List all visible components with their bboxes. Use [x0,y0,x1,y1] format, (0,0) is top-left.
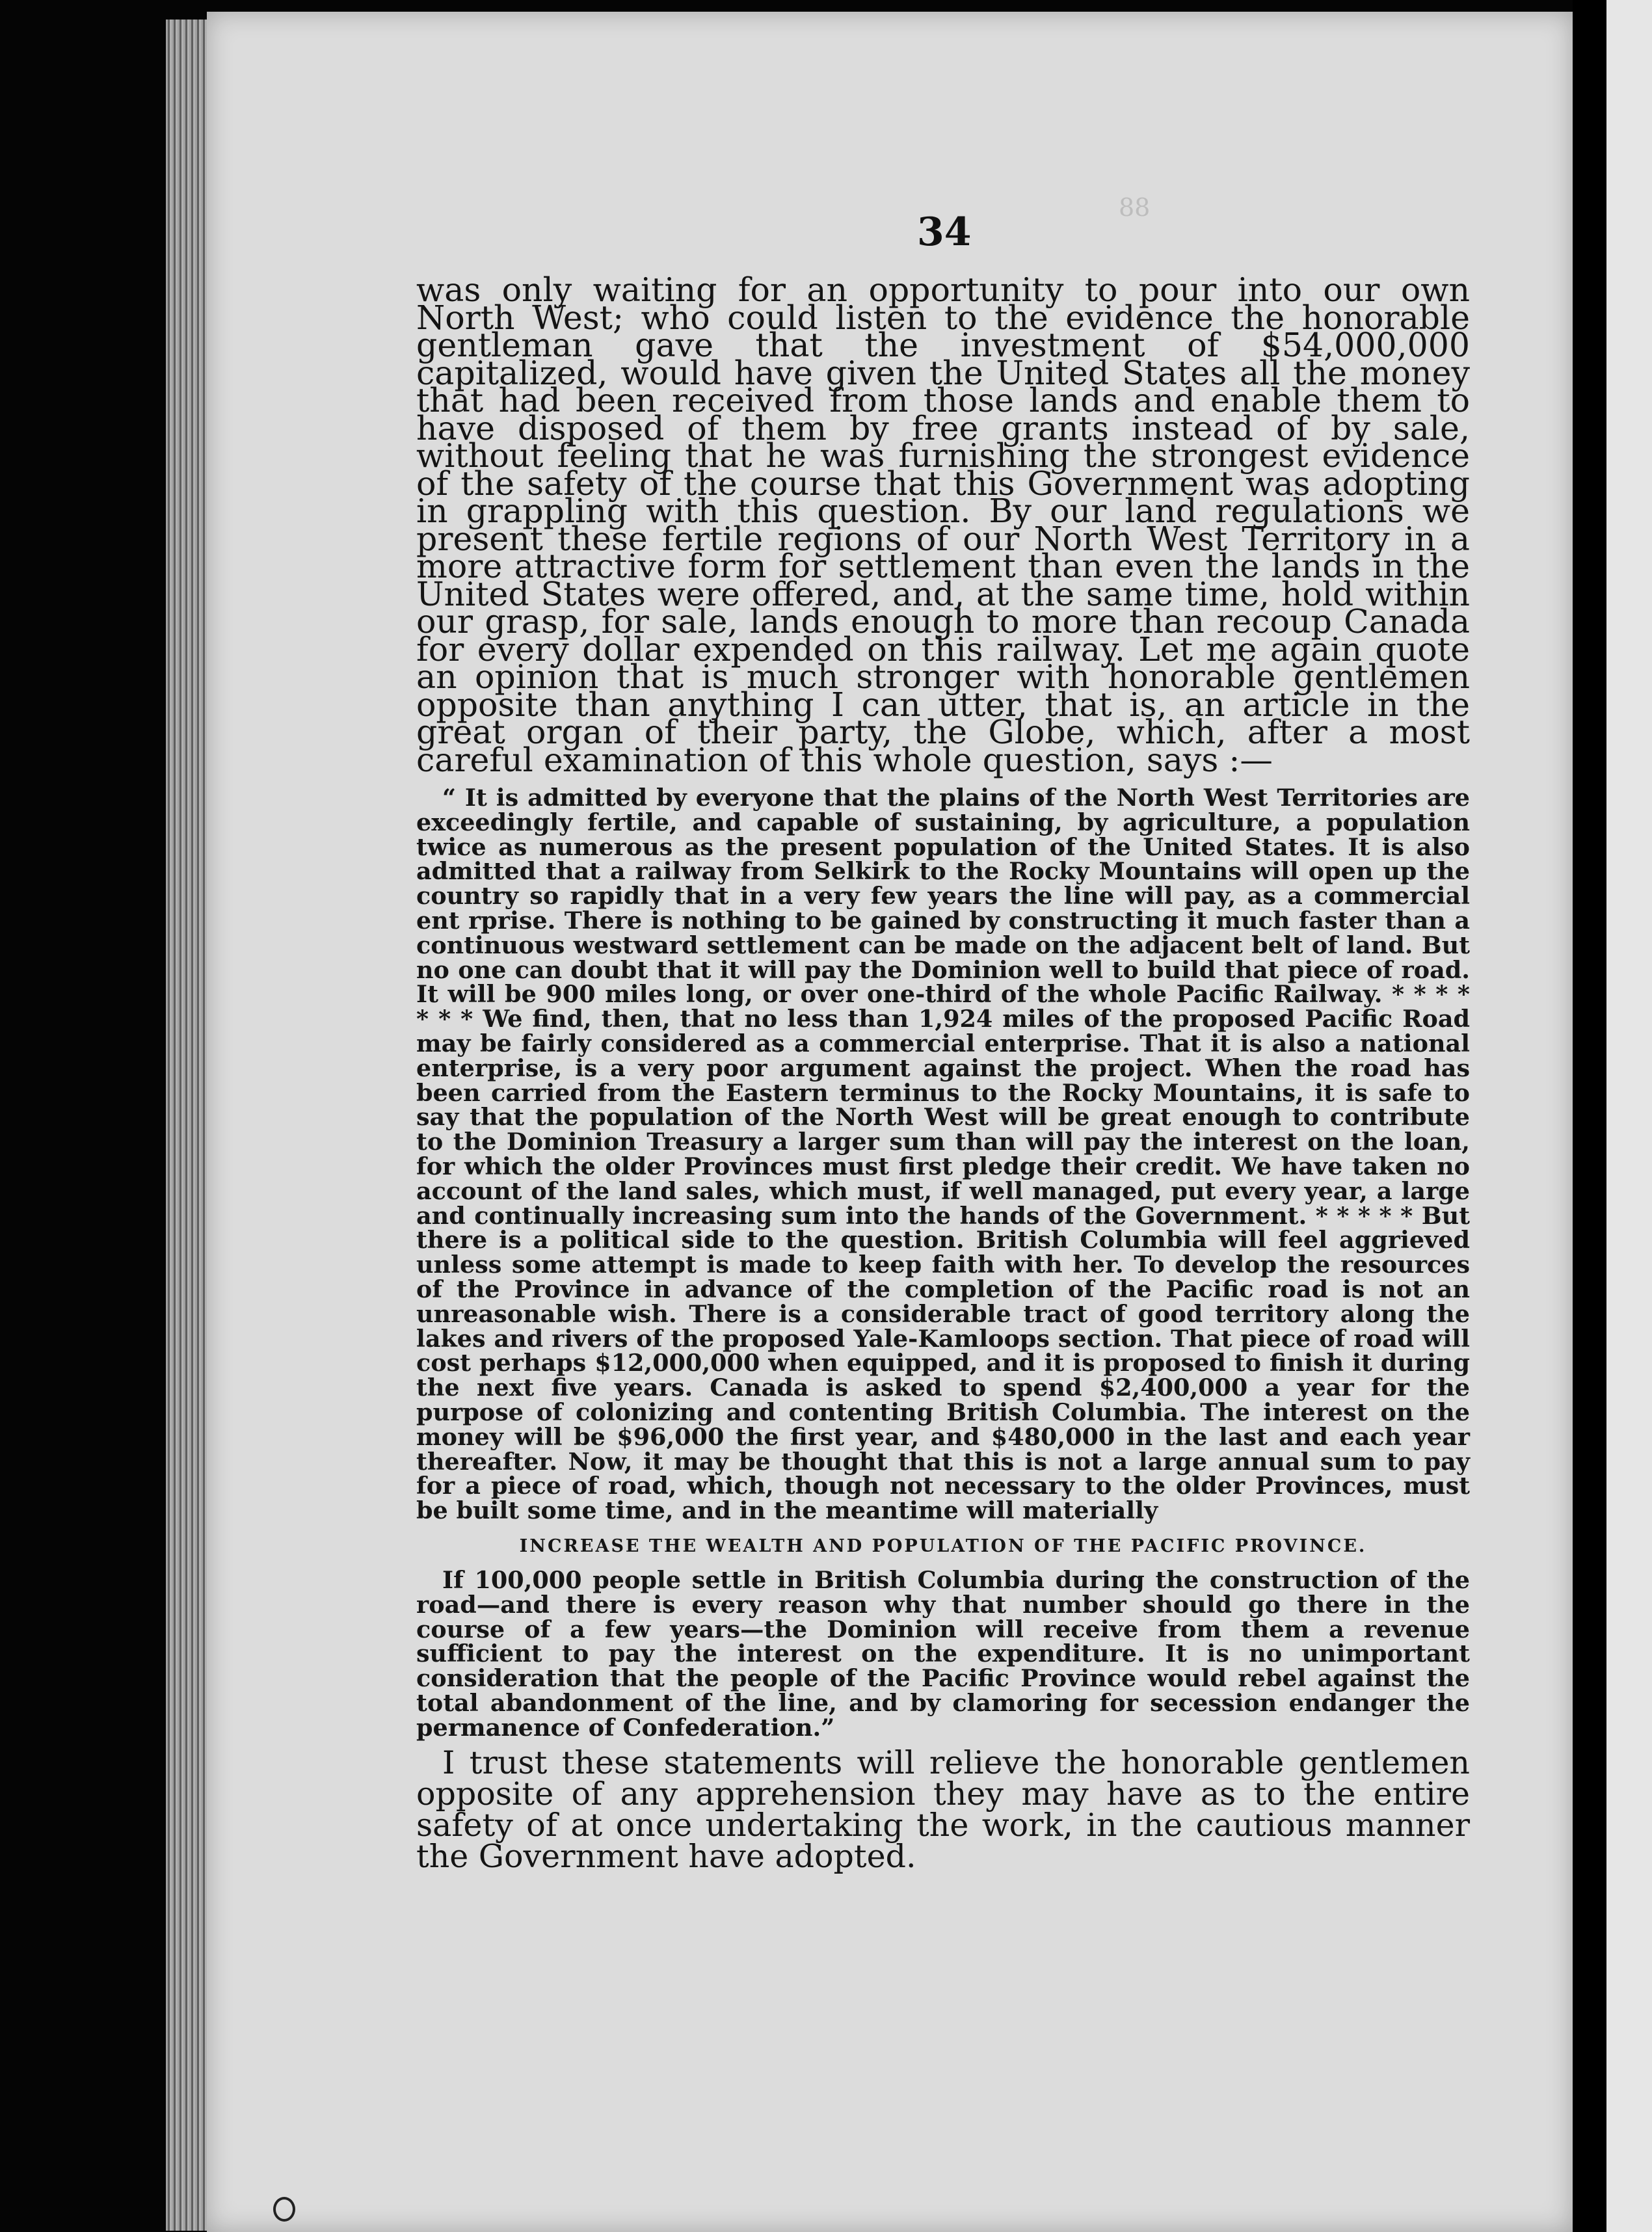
globe-quotation [416,786,1470,1740]
body-text [416,271,1470,1876]
bleed-through-mark: 88 [1119,193,1151,222]
intro-paragraph: was only waiting for an opportunity to pour into our own North West; who could listen to the evidence the honorable gentleman gave that the investment of $54,000,000 capitalized, would have given the United States all the money that had been received from those lands and enable them to have disposed of them by free grants instead of by sale, without feeling that he was furnishing the strongest evidence of the safety of the course that this Government was adopting in grappling with this question. By our land regulations we present these fertile regions of our North West Territory in a more attractive form for settlement than even the lands in the United States were offered, and, at the same time, hold within our grasp, for sale, lands enough to more than recoup Canada for every dollar expended on this railway. Let me again quote an opinion that is much stronger with honorable gentlemen opposite than anything I can utter, that is, an article in the great organ of their party, the Globe, which, after a most careful examination of this whole question, says :— [416,271,1470,779]
margin-mark [273,2197,295,2222]
closing-paragraph: I trust these statements will relieve the honorable gentlemen opposite of any apprehension they may have as to the entire safety of at once undertaking the work, in the cautious manner the Government have adopted. [416,1744,1470,1876]
intro-section [416,271,1470,779]
facing-page-edge [1606,0,1652,2232]
page-edge-stack [166,20,211,2231]
closing-section [416,1744,1470,1876]
quote-subheading: INCREASE THE WEALTH AND POPULATION OF THE PACIFIC PROVINCE. [519,1535,1367,1556]
quote-paragraph-2: If 100,000 people settle in British Columbia during the construction of the road—and there is every reason why that number should go there in the course of a few years—the Dominion will receive from them a revenue sufficient to pay the interest on the expenditure. It is no unimportant consideration that the people of the Pacific Province would rebel against the total abandonment of the line, and by clamoring for secession endanger the permanence of Confederation.” [416,1565,1470,1742]
book-gutter [1573,0,1606,2232]
quote-paragraph-1: “ It is admitted by everyone that the plains of the North West Territories are exceedingly fertile, and capable of sustaining, by agriculture, a population twice as numerous as the present population of the United States. It is also admitted that a railway from Selkirk to the Rocky Mountains will open up the country so rapidly that in a very few years the line will pay, as a commercial ent rprise. There is nothing to be gained by constructing it much faster than a continuous westward settlement can be made on the adjacent belt of land. But no one can doubt that it will pay the Dominion well to build that piece of road. It will be 900 miles long, or over one-third of the whole Pacific Railway. * * * * * * * We find, then, that no less than 1,924 miles of the proposed Pacific Road may be fairly considered as a commercial enterprise. That it is also a national enterprise, is a very poor argument against the project. When the road has been carried from the Eastern terminus to the Rocky Mountains, it is safe to say that the population of the North West will be great enough to contribute to the Dominion Treasury a larger sum than will pay the interest on the loan, for which the older Provinces must first pledge their credit. We have taken no account of the land sales, which must, if well managed, put every year, a large and continually increasing sum into the hands of the Government. * * * * * But there is a political side to the question. British Columbia will feel aggrieved unless some attempt is made to keep faith with her. To develop the resources of the Province in advance of the completion of the Pacific road is not an unreasonable wish. There is a considerable tract of good territory along the lakes and rivers of the proposed Yale-Kamloops section. That piece of road will cost perhaps $12,000,000 when equipped, and it is proposed to finish it during the next five years. Canada is asked to spend $2,400,000 a year for the purpose of colonizing and contenting British Columbia. The interest on the money will be $96,000 the first year, and $480,000 in the last and each year thereafter. Now, it may be thought that this is not a large annual sum to pay for a piece of road, which, though not necessary to the older Provinces, must be built some time, and in the meantime will materially [416,784,1470,1525]
page-number: 34 [917,209,972,255]
